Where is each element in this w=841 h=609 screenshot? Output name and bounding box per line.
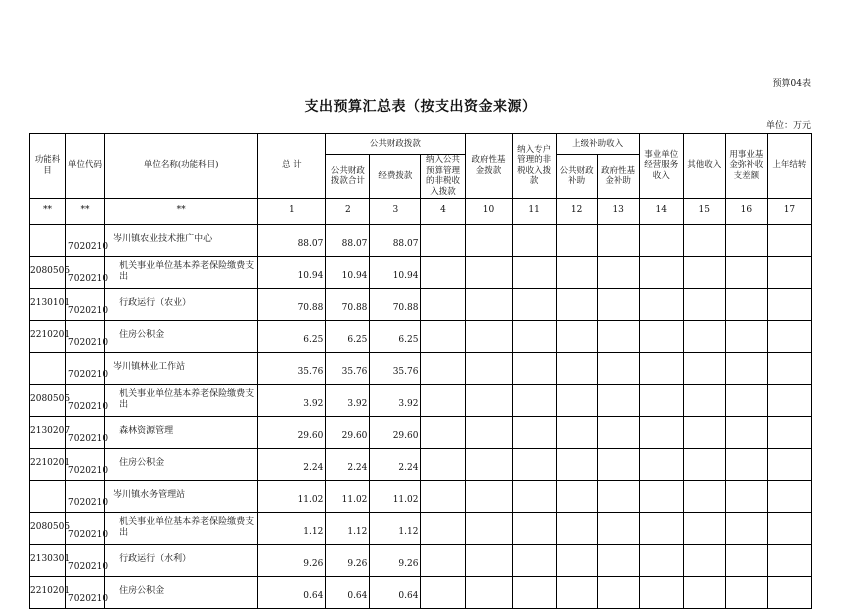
empty-cell: [421, 288, 465, 320]
func-code-cell: [30, 352, 66, 384]
total-cell: 0.64: [258, 576, 326, 608]
pf-total-cell: 2.24: [326, 448, 370, 480]
empty-cell: [767, 416, 811, 448]
total-cell: 9.26: [258, 544, 326, 576]
header-func-code: 功能科目: [30, 134, 66, 199]
func-code-cell: 2130207: [30, 416, 66, 448]
empty-cell: [683, 576, 725, 608]
empty-cell: [556, 544, 597, 576]
empty-cell: [597, 480, 639, 512]
unit-name-cell: 住房公积金: [105, 320, 258, 352]
unit-code-cell: 7020210: [66, 448, 105, 480]
empty-cell: [465, 416, 512, 448]
empty-cell: [597, 224, 639, 256]
empty-cell: [683, 448, 725, 480]
empty-cell: [556, 384, 597, 416]
empty-cell: [725, 352, 767, 384]
table-row: [30, 480, 812, 512]
pf-total-cell: 29.60: [326, 416, 370, 448]
page-title: 支出预算汇总表（按支出资金来源）: [304, 99, 537, 115]
empty-cell: [767, 384, 811, 416]
empty-cell: [421, 576, 465, 608]
unit-name-cell: 住房公积金: [105, 576, 258, 608]
empty-cell: [556, 352, 597, 384]
empty-cell: [597, 352, 639, 384]
index-cell: 16: [725, 198, 767, 224]
empty-cell: [556, 224, 597, 256]
pf-total-cell: 70.88: [326, 288, 370, 320]
empty-cell: [597, 384, 639, 416]
empty-cell: [421, 512, 465, 544]
table-header: [30, 134, 812, 199]
header-special-nontax: 纳入专户管理的非税收入拨款: [512, 134, 556, 199]
empty-cell: [597, 544, 639, 576]
empty-cell: [465, 224, 512, 256]
index-cell: 10: [465, 198, 512, 224]
pf-total-cell: 6.25: [326, 320, 370, 352]
func-code-cell: 2080505: [30, 256, 66, 288]
empty-cell: [465, 480, 512, 512]
index-cell: 1: [258, 198, 326, 224]
empty-cell: [725, 480, 767, 512]
index-cell: 11: [512, 198, 556, 224]
empty-cell: [683, 480, 725, 512]
empty-cell: [421, 480, 465, 512]
total-cell: 2.24: [258, 448, 326, 480]
index-cell: 17: [767, 198, 811, 224]
empty-cell: [512, 320, 556, 352]
index-cell: 15: [683, 198, 725, 224]
empty-cell: [512, 256, 556, 288]
table-row: [30, 288, 812, 320]
empty-cell: [767, 576, 811, 608]
empty-cell: [683, 224, 725, 256]
empty-cell: [512, 288, 556, 320]
pf-funds-cell: 88.07: [370, 224, 421, 256]
empty-cell: [597, 512, 639, 544]
unit-name-cell: 森林资源管理: [105, 416, 258, 448]
empty-cell: [512, 448, 556, 480]
empty-cell: [767, 480, 811, 512]
empty-cell: [725, 448, 767, 480]
func-code-cell: 2210201: [30, 576, 66, 608]
table-row: [30, 576, 812, 608]
table-row: [30, 512, 812, 544]
form-code: 预算04表: [772, 79, 811, 89]
table-row: [30, 448, 812, 480]
pf-total-cell: 11.02: [326, 480, 370, 512]
pf-total-cell: 3.92: [326, 384, 370, 416]
empty-cell: [597, 256, 639, 288]
empty-cell: [512, 224, 556, 256]
empty-cell: [767, 256, 811, 288]
header-total: 总 计: [258, 134, 326, 199]
pf-total-cell: 88.07: [326, 224, 370, 256]
unit-code-cell: 7020210: [66, 352, 105, 384]
unit-code-cell: 7020210: [66, 576, 105, 608]
pf-funds-cell: 2.24: [370, 448, 421, 480]
pf-total-cell: 9.26: [326, 544, 370, 576]
empty-cell: [465, 256, 512, 288]
empty-cell: [639, 480, 683, 512]
pf-funds-cell: 10.94: [370, 256, 421, 288]
empty-cell: [512, 512, 556, 544]
empty-cell: [639, 352, 683, 384]
empty-cell: [767, 320, 811, 352]
empty-cell: [639, 576, 683, 608]
pf-total-cell: 0.64: [326, 576, 370, 608]
empty-cell: [512, 352, 556, 384]
pf-funds-cell: 3.92: [370, 384, 421, 416]
empty-cell: [725, 288, 767, 320]
empty-cell: [683, 416, 725, 448]
empty-cell: [767, 448, 811, 480]
unit-code-cell: 7020210: [66, 512, 105, 544]
empty-cell: [421, 544, 465, 576]
empty-cell: [556, 320, 597, 352]
empty-cell: [465, 384, 512, 416]
total-cell: 3.92: [258, 384, 326, 416]
empty-cell: [639, 224, 683, 256]
unit-code-cell: 7020210: [66, 480, 105, 512]
unit-name-cell: 住房公积金: [105, 448, 258, 480]
empty-cell: [725, 544, 767, 576]
empty-cell: [465, 544, 512, 576]
empty-cell: [767, 352, 811, 384]
empty-cell: [465, 288, 512, 320]
unit-code-cell: 7020210: [66, 416, 105, 448]
empty-cell: [683, 352, 725, 384]
empty-cell: [465, 320, 512, 352]
empty-cell: [683, 384, 725, 416]
header-pf-nontax: 纳入公共预算管理的非税收入拨款: [421, 155, 465, 199]
index-cell: 14: [639, 198, 683, 224]
empty-cell: [556, 448, 597, 480]
index-cell: 4: [421, 198, 465, 224]
index-cell: 13: [597, 198, 639, 224]
empty-cell: [725, 576, 767, 608]
empty-cell: [512, 416, 556, 448]
empty-cell: [597, 448, 639, 480]
empty-cell: [421, 384, 465, 416]
unit-name-cell: 机关事业单位基本养老保险缴费支出: [105, 256, 258, 288]
empty-cell: [421, 256, 465, 288]
func-code-cell: [30, 480, 66, 512]
func-code-cell: [30, 224, 66, 256]
index-cell: 3: [370, 198, 421, 224]
pf-funds-cell: 1.12: [370, 512, 421, 544]
index-cell: 12: [556, 198, 597, 224]
pf-funds-cell: 0.64: [370, 576, 421, 608]
empty-cell: [725, 384, 767, 416]
header-public-fiscal: 公共财政拨款: [326, 134, 465, 155]
empty-cell: [683, 320, 725, 352]
empty-cell: [556, 256, 597, 288]
index-cell: **: [66, 198, 105, 224]
empty-cell: [556, 512, 597, 544]
empty-cell: [465, 512, 512, 544]
empty-cell: [639, 288, 683, 320]
empty-cell: [512, 576, 556, 608]
header-pf-total: 公共财政拨款合计: [326, 155, 370, 199]
total-cell: 1.12: [258, 512, 326, 544]
func-code-cell: 2080505: [30, 384, 66, 416]
table-row: [30, 352, 812, 384]
empty-cell: [725, 224, 767, 256]
empty-cell: [683, 512, 725, 544]
header-sup-public: 公共财政补助: [556, 155, 597, 199]
empty-cell: [725, 416, 767, 448]
empty-cell: [512, 544, 556, 576]
pf-funds-cell: 35.76: [370, 352, 421, 384]
empty-cell: [597, 288, 639, 320]
unit-label: 单位：万元: [765, 121, 811, 131]
header-other-income: 其他收入: [683, 134, 725, 199]
empty-cell: [421, 448, 465, 480]
empty-cell: [556, 416, 597, 448]
total-cell: 10.94: [258, 256, 326, 288]
empty-cell: [725, 512, 767, 544]
empty-cell: [639, 384, 683, 416]
empty-cell: [597, 576, 639, 608]
empty-cell: [465, 448, 512, 480]
empty-cell: [556, 576, 597, 608]
empty-cell: [421, 352, 465, 384]
unit-code-cell: 7020210: [66, 224, 105, 256]
func-code-cell: 2210201: [30, 448, 66, 480]
header-unit-code: 单位代码: [66, 134, 105, 199]
total-cell: 88.07: [258, 224, 326, 256]
pf-funds-cell: 6.25: [370, 320, 421, 352]
unit-name-cell: 机关事业单位基本养老保险缴费支出: [105, 512, 258, 544]
empty-cell: [639, 544, 683, 576]
empty-cell: [683, 544, 725, 576]
func-code-cell: 2130301: [30, 544, 66, 576]
empty-cell: [421, 224, 465, 256]
header-unit-name: 单位名称(功能科目): [105, 134, 258, 199]
unit-code-cell: 7020210: [66, 288, 105, 320]
func-code-cell: 2210201: [30, 320, 66, 352]
unit-code-cell: 7020210: [66, 384, 105, 416]
unit-code-cell: 7020210: [66, 544, 105, 576]
empty-cell: [421, 320, 465, 352]
index-cell: **: [30, 198, 66, 224]
total-cell: 70.88: [258, 288, 326, 320]
header-pf-funds: 经费拨款: [370, 155, 421, 199]
unit-name-cell: 行政运行（农业）: [105, 288, 258, 320]
table-row: [30, 416, 812, 448]
index-cell: **: [105, 198, 258, 224]
empty-cell: [725, 256, 767, 288]
empty-cell: [683, 288, 725, 320]
empty-cell: [556, 288, 597, 320]
header-carryover: 上年结转: [767, 134, 811, 199]
unit-name-cell: 岑川镇农业技术推广中心: [105, 224, 258, 256]
empty-cell: [421, 416, 465, 448]
total-cell: 6.25: [258, 320, 326, 352]
empty-cell: [767, 288, 811, 320]
empty-cell: [639, 320, 683, 352]
table-body: [30, 198, 812, 608]
empty-cell: [767, 224, 811, 256]
empty-cell: [725, 320, 767, 352]
header-gov-fund: 政府性基金拨款: [465, 134, 512, 199]
table-row: [30, 256, 812, 288]
pf-funds-cell: 29.60: [370, 416, 421, 448]
func-code-cell: 2130101: [30, 288, 66, 320]
empty-cell: [512, 480, 556, 512]
header-fund-makeup: 用事业基金弥补收支差额: [725, 134, 767, 199]
pf-funds-cell: 11.02: [370, 480, 421, 512]
header-sup-gov: 政府性基金补助: [597, 155, 639, 199]
table-row: [30, 384, 812, 416]
empty-cell: [597, 320, 639, 352]
unit-code-cell: 7020210: [66, 256, 105, 288]
empty-cell: [767, 544, 811, 576]
table-row: [30, 320, 812, 352]
empty-cell: [597, 416, 639, 448]
unit-name-cell: 岑川镇水务管理站: [105, 480, 258, 512]
empty-cell: [639, 448, 683, 480]
empty-cell: [512, 384, 556, 416]
empty-cell: [556, 480, 597, 512]
empty-cell: [639, 256, 683, 288]
budget-summary-table: [29, 133, 812, 609]
pf-total-cell: 35.76: [326, 352, 370, 384]
pf-funds-cell: 9.26: [370, 544, 421, 576]
table-row: [30, 224, 812, 256]
total-cell: 29.60: [258, 416, 326, 448]
pf-funds-cell: 70.88: [370, 288, 421, 320]
header-superior: 上级补助收入: [556, 134, 639, 155]
pf-total-cell: 1.12: [326, 512, 370, 544]
func-code-cell: 2080505: [30, 512, 66, 544]
unit-name-cell: 岑川镇林业工作站: [105, 352, 258, 384]
total-cell: 35.76: [258, 352, 326, 384]
index-row: [30, 198, 812, 224]
empty-cell: [683, 256, 725, 288]
empty-cell: [639, 416, 683, 448]
empty-cell: [465, 352, 512, 384]
empty-cell: [465, 576, 512, 608]
unit-name-cell: 行政运行（水利）: [105, 544, 258, 576]
pf-total-cell: 10.94: [326, 256, 370, 288]
unit-code-cell: 7020210: [66, 320, 105, 352]
empty-cell: [639, 512, 683, 544]
header-biz-service: 事业单位经营服务收入: [639, 134, 683, 199]
total-cell: 11.02: [258, 480, 326, 512]
unit-name-cell: 机关事业单位基本养老保险缴费支出: [105, 384, 258, 416]
index-cell: 2: [326, 198, 370, 224]
table-row: [30, 544, 812, 576]
empty-cell: [767, 512, 811, 544]
